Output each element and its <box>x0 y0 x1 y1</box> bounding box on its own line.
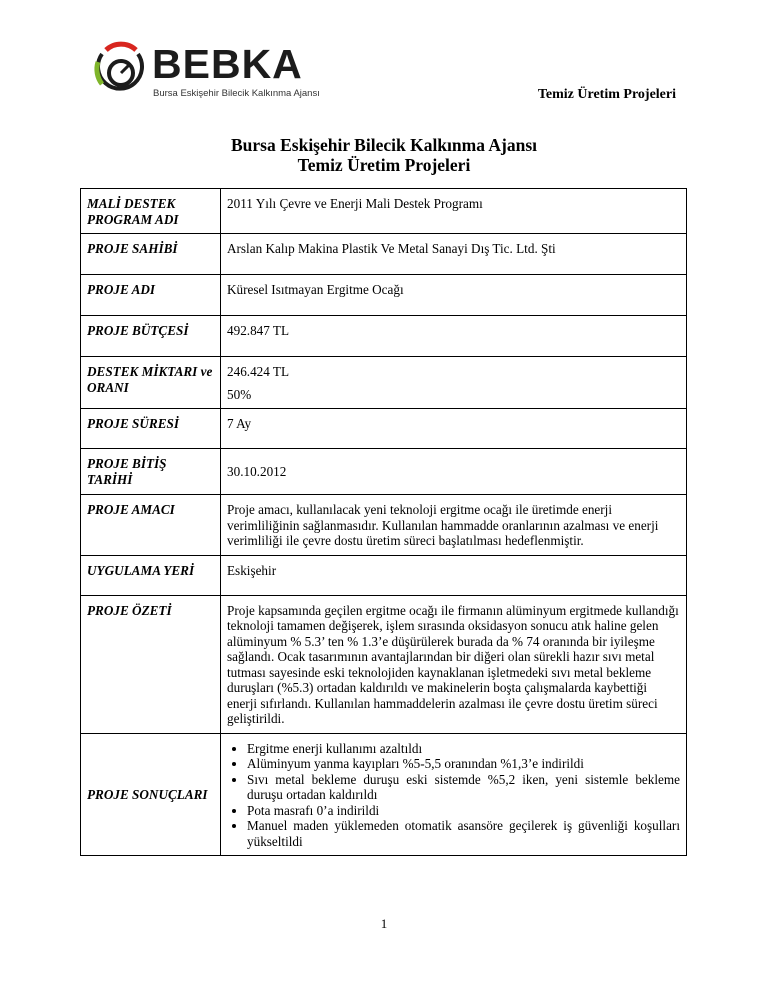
results-label: PROJE SONUÇLARI <box>81 733 221 856</box>
document-title <box>0 135 768 175</box>
list-item: • Ergitme enerji kullanımı azaltıldı <box>247 741 680 757</box>
title-line-2: Temiz Üretim Projeleri <box>297 155 471 175</box>
table-row <box>81 275 687 316</box>
support-label: DESTEK MİKTARI ve ORANI <box>81 357 221 409</box>
end-date-label: PROJE BİTİŞ TARİHİ <box>81 449 221 495</box>
list-item: • Sıvı metal bekleme duruşu eski sistemde %5,2 iken, yeni sistemle bekleme duruşu ortadan kaldırıldı <box>247 772 680 803</box>
table-row <box>81 234 687 275</box>
summary-label: PROJE ÖZETİ <box>81 595 221 733</box>
table-row <box>81 357 687 409</box>
table-row <box>81 555 687 595</box>
header-title: Temiz Üretim Projeleri <box>537 87 676 102</box>
list-item: • Pota masrafı 0’a indirildi <box>247 803 680 819</box>
logo-wordmark: BEBKA <box>152 41 303 87</box>
summary-value: Proje kapsamında geçilen ergitme ocağı ile firmanın alüminyum ergitmede kullandığı teknoloji tamamen değişerek, işlem sırasında oksidasyon sonucu atık haline gelen alüminyum % 5.3’ ten % 1.3’e düşürülerek burada da % 74 oranında bir iyileşme sağlandı. Ocak tasarımının avantajlarından bir diğeri olan sürekli hazır sıvı metal tutması sayesinde eski teknolojiden kaynaklanan işletmedeki sıvı metal bekleme duruşları (%5.3) ortadan kaldırıldı ve makinelerin boşta çalışmalarda kaybettiği enerji sıfırlandı. Kullanılan hammaddelerin azalması ile çevre dostu üretim süreci geliştirildi. <box>221 595 687 733</box>
table-row <box>81 189 687 234</box>
owner-value: Arslan Kalıp Makina Plastik Ve Metal Sanayi Dış Tic. Ltd. Şti <box>221 234 687 275</box>
owner-label: PROJE SAHİBİ <box>81 234 221 275</box>
results-value <box>221 733 687 856</box>
table-row <box>81 409 687 449</box>
support-ratio: 50% <box>227 386 252 402</box>
budget-label: PROJE BÜTÇESİ <box>81 316 221 357</box>
location-label: UYGULAMA YERİ <box>81 555 221 595</box>
purpose-label: PROJE AMACI <box>81 495 221 556</box>
table-row <box>81 449 687 495</box>
bebka-logo <box>92 40 322 100</box>
project-name-value: Küresel Isıtmayan Ergitme Ocağı <box>221 275 687 316</box>
end-date-value: 30.10.2012 <box>221 449 687 495</box>
budget-value: 492.847 TL <box>221 316 687 357</box>
location-value: Eskişehir <box>221 555 687 595</box>
page-number: 1 <box>380 916 388 931</box>
purpose-value: Proje amacı, kullanılacak yeni teknoloji ergitme ocağı ile üretimde enerji verimliliğinin sağlanmasıdır. Kullanılan hammadde oranlarının azalması ve enerji verimliliği ile çevre dostu üretim süreci başlatılması hedeflenmiştir. <box>221 495 687 556</box>
title-line-1: Bursa Eskişehir Bilecik Kalkınma Ajansı <box>231 135 537 155</box>
list-item: • Alüminyum yanma kayıpları %5-5,5 oranından %1,3’e indirildi <box>247 756 680 772</box>
duration-value: 7 Ay <box>221 409 687 449</box>
results-list <box>227 741 680 850</box>
list-item: • Manuel maden yüklemeden otomatik asansöre geçilerek iş güvenliği koşulları yükseltildi <box>247 818 680 849</box>
table-row <box>81 316 687 357</box>
support-amount: 246.424 TL <box>227 364 290 379</box>
table-row <box>81 733 687 856</box>
logo-tagline: Bursa Eskişehir Bilecik Kalkınma Ajansı <box>153 88 320 99</box>
bebka-emblem-icon <box>92 40 150 98</box>
table-row <box>81 495 687 556</box>
program-label: MALİ DESTEK PROGRAM ADI <box>81 189 221 234</box>
project-name-label: PROJE ADI <box>81 275 221 316</box>
program-value: 2011 Yılı Çevre ve Enerji Mali Destek Programı <box>221 189 687 234</box>
duration-label: PROJE SÜRESİ <box>81 409 221 449</box>
table-row <box>81 595 687 733</box>
project-info-table <box>80 188 687 856</box>
support-value <box>221 357 687 409</box>
